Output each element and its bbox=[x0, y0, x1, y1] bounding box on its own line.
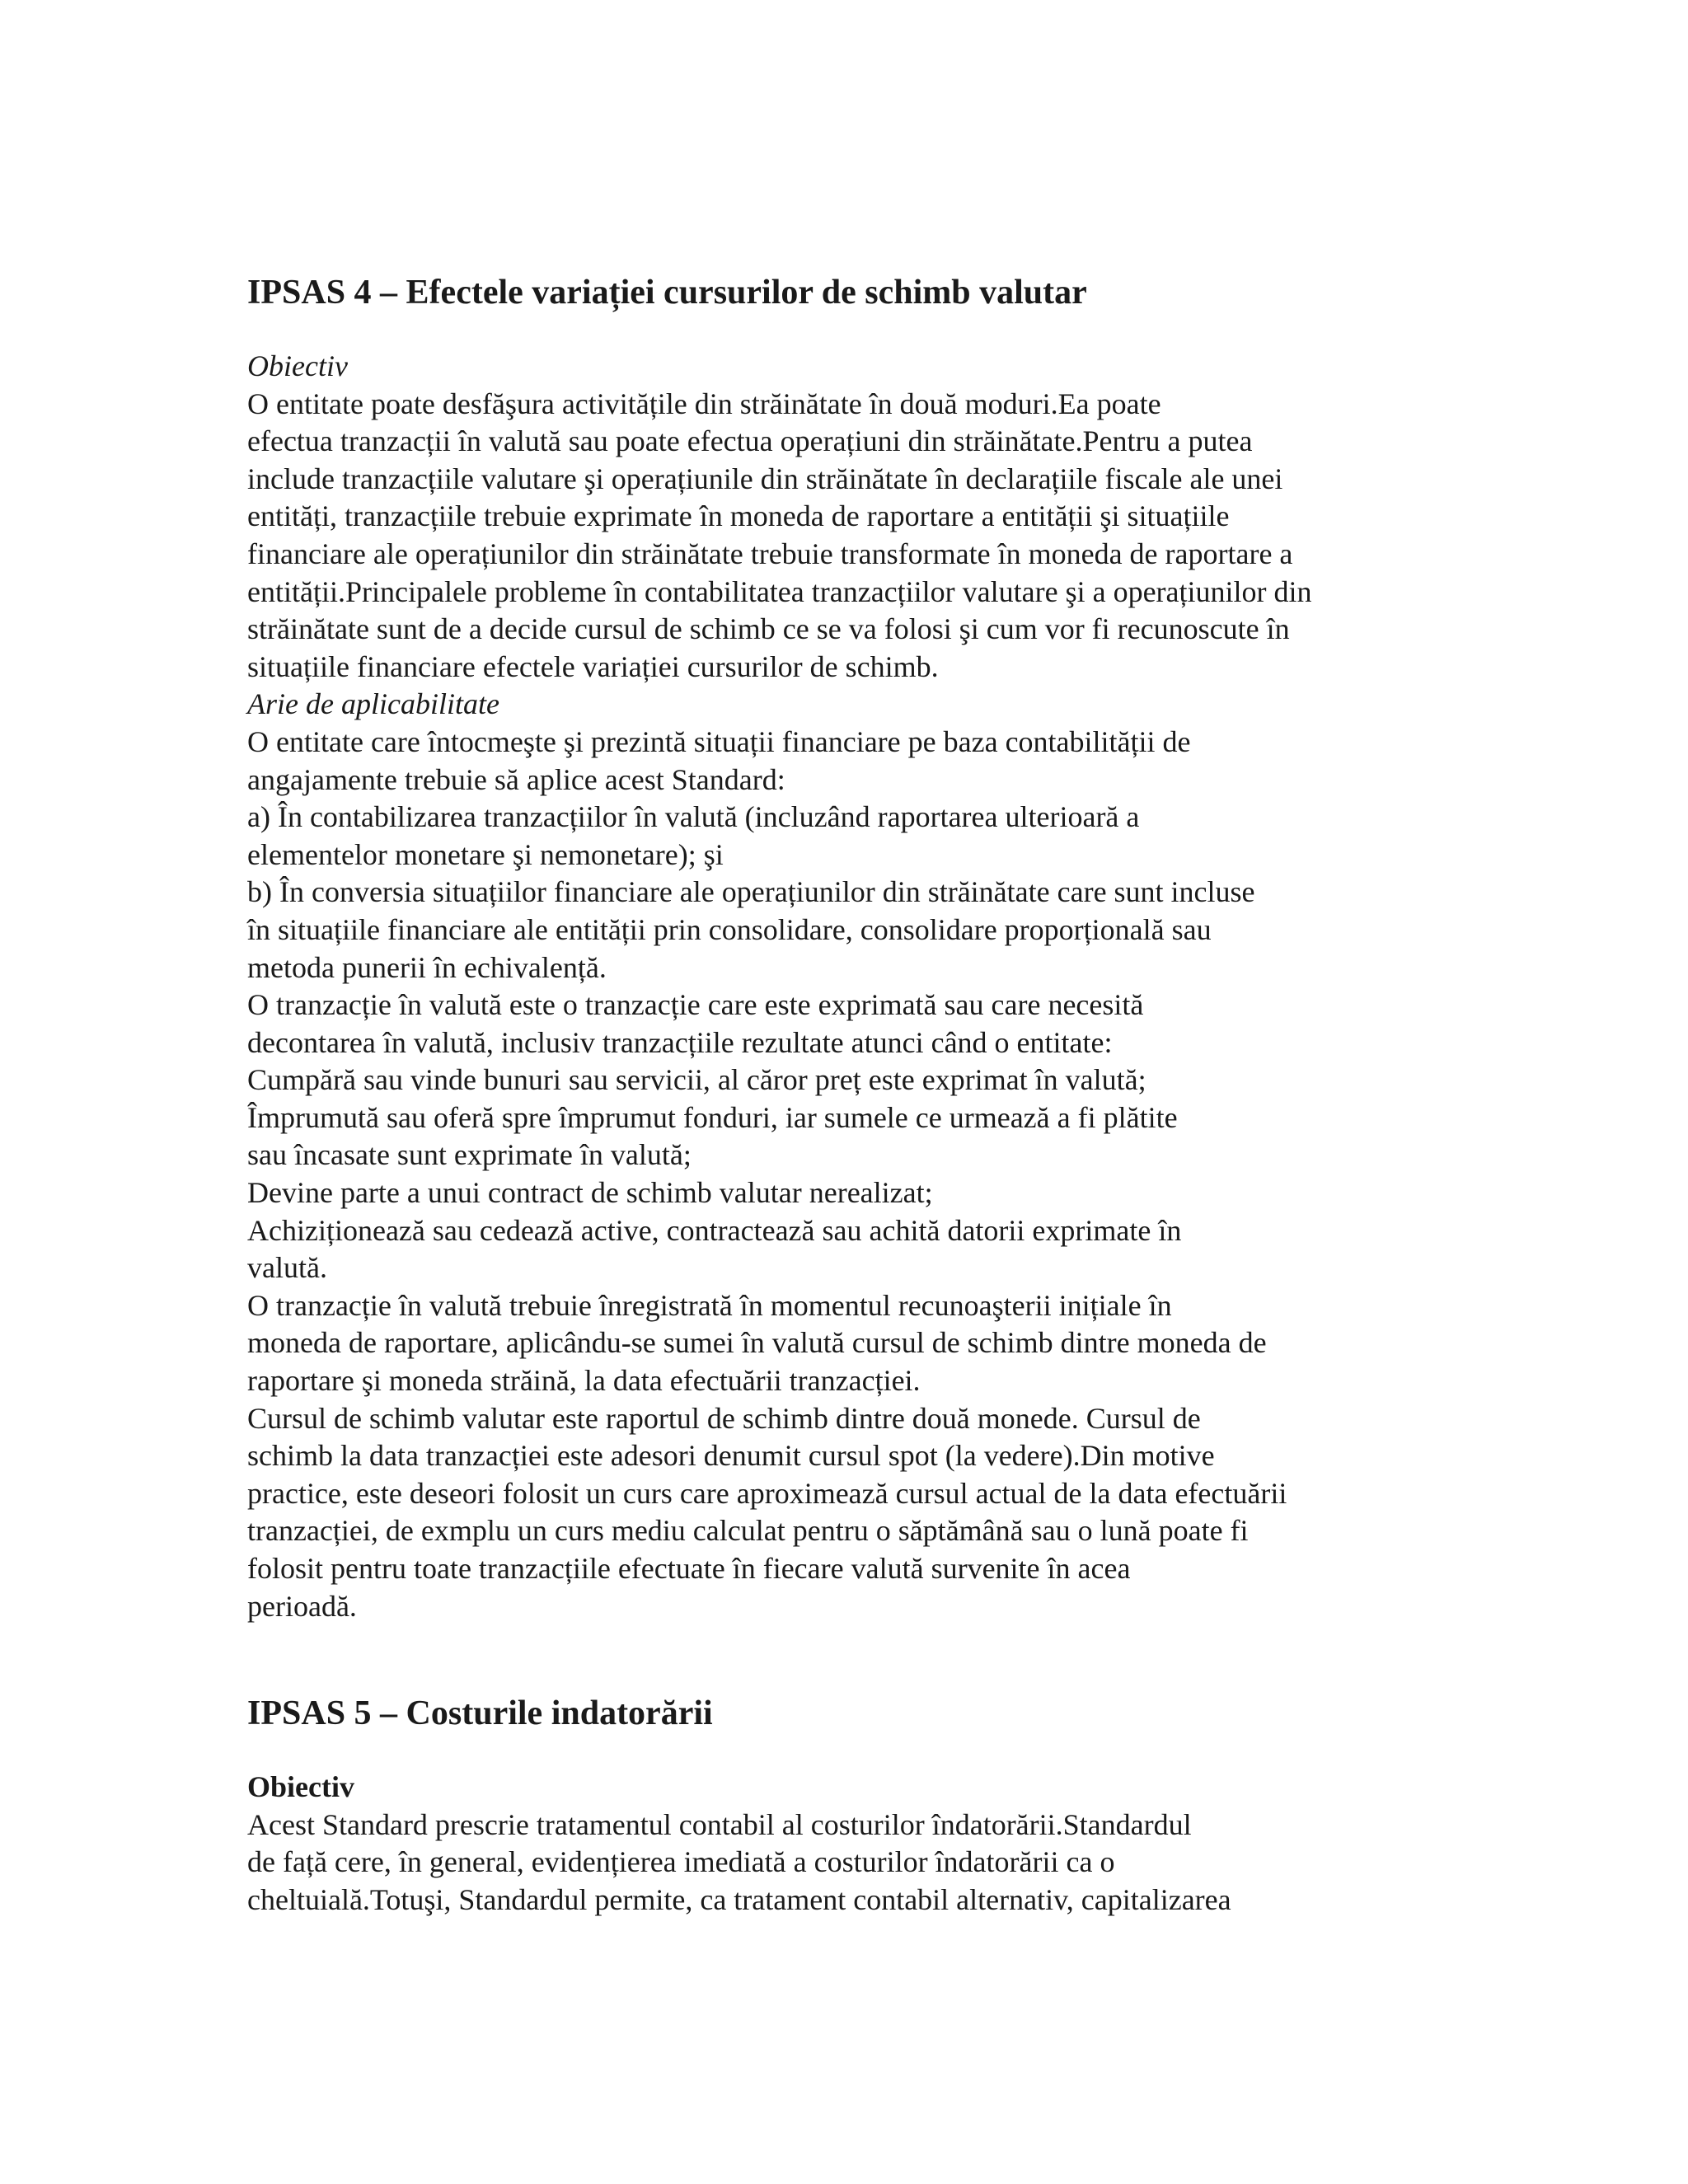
document-page bbox=[247, 272, 1451, 1919]
subsection-heading: Obiectiv bbox=[247, 1770, 354, 1804]
text-line: valută. bbox=[247, 1251, 327, 1285]
text-line: tranzacției, de exmplu un curs mediu calculat pentru o săptămână sau o lună poate fi bbox=[247, 1514, 1249, 1548]
text-line: decontarea în valută, inclusiv tranzacțiile rezultate atunci când o entitate: bbox=[247, 1025, 1113, 1059]
text-line: raportare şi moneda străină, la data efectuării tranzacției. bbox=[247, 1364, 921, 1398]
text-line: O entitate care întocmeşte şi prezintă situații financiare pe baza contabilității de bbox=[247, 724, 1191, 758]
section-title: IPSAS 4 – Efectele variației cursurilor de schimb valutar bbox=[247, 274, 1087, 312]
text-line: Cumpără sau vinde bunuri sau servicii, al căror preț este exprimat în valută; bbox=[247, 1063, 1146, 1097]
section-ipsas-5 bbox=[247, 1693, 1451, 1919]
text-line: Cursul de schimb valutar este raportul de schimb dintre două monede. Cursul de bbox=[247, 1401, 1201, 1435]
text-line: cheltuială.Totuşi, Standardul permite, ca tratament contabil alternativ, capitalizarea bbox=[247, 1882, 1231, 1916]
text-line: străinătate sunt de a decide cursul de schimb ce se va folosi şi cum vor fi recunoscute în bbox=[247, 612, 1290, 646]
text-line: perioadă. bbox=[247, 1589, 357, 1623]
text-line: Devine parte a unui contract de schimb valutar nerealizat; bbox=[247, 1176, 933, 1210]
subsection-heading: Arie de aplicabilitate bbox=[247, 687, 499, 721]
text-line: b) În conversia situațiilor financiare ale operațiunilor din străinătate care sunt incluse bbox=[247, 875, 1255, 909]
text-line: în situațiile financiare ale entității prin consolidare, consolidare proporțională sau bbox=[247, 912, 1212, 946]
text-line: metoda punerii în echivalență. bbox=[247, 950, 607, 984]
text-line: include tranzacțiile valutare şi operațiunile din străinătate în declarațiile fiscale ale unei bbox=[247, 462, 1283, 495]
text-line: a) În contabilizarea tranzacțiilor în valută (incluzând raportarea ulterioară a bbox=[247, 800, 1140, 834]
text-line: schimb la data tranzacției este adesori denumit cursul spot (la vedere).Din motive bbox=[247, 1439, 1215, 1473]
subsection-heading: Obiectiv bbox=[247, 349, 348, 382]
text-line: de față cere, în general, evidențierea imediată a costurilor îndatorării ca o bbox=[247, 1845, 1115, 1879]
text-line: efectua tranzacții în valută sau poate efectua operațiuni din străinătate.Pentru a putea bbox=[247, 424, 1253, 458]
section-body bbox=[247, 1769, 1451, 1919]
text-line: practice, este deseori folosit un curs care aproximează cursul actual de la data efectuării bbox=[247, 1476, 1287, 1510]
text-line: elementelor monetare şi nemonetare); şi bbox=[247, 837, 724, 871]
text-line: Acest Standard prescrie tratamentul contabil al costurilor îndatorării.Standardul bbox=[247, 1807, 1192, 1841]
text-line: folosit pentru toate tranzacțiile efectuate în fiecare valută survenite în acea bbox=[247, 1552, 1131, 1585]
text-line: entități, tranzacțiile trebuie exprimate în moneda de raportare a entității şi situațiile bbox=[247, 499, 1230, 533]
section-title: IPSAS 5 – Costurile indatorării bbox=[247, 1694, 713, 1733]
text-line: O entitate poate desfăşura activitățile din străinătate în două moduri.Ea poate bbox=[247, 387, 1161, 420]
text-line: entității.Principalele probleme în contabilitatea tranzacțiilor valutare şi a operațiunilor din bbox=[247, 574, 1312, 608]
text-line: O tranzacție în valută este o tranzacție care este exprimată sau care necesită bbox=[247, 988, 1144, 1022]
text-line: Împrumută sau oferă spre împrumut fonduri, iar sumele ce urmează a fi plătite bbox=[247, 1100, 1178, 1134]
section-body bbox=[247, 348, 1451, 1625]
text-line: angajamente trebuie să aplice acest Standard: bbox=[247, 762, 785, 796]
text-line: situațiile financiare efectele variației cursurilor de schimb. bbox=[247, 649, 939, 683]
text-line: Achiziționează sau cedează active, contractează sau achită datorii exprimate în bbox=[247, 1213, 1182, 1247]
section-ipsas-4 bbox=[247, 272, 1451, 1625]
text-line: O tranzacție în valută trebuie înregistrată în momentul recunoaşterii inițiale în bbox=[247, 1288, 1172, 1322]
text-line: sau încasate sunt exprimate în valută; bbox=[247, 1138, 692, 1172]
text-line: moneda de raportare, aplicându-se sumei în valută cursul de schimb dintre moneda de bbox=[247, 1326, 1267, 1360]
text-line: financiare ale operațiunilor din străinătate trebuie transformate în moneda de raportare a bbox=[247, 537, 1293, 570]
